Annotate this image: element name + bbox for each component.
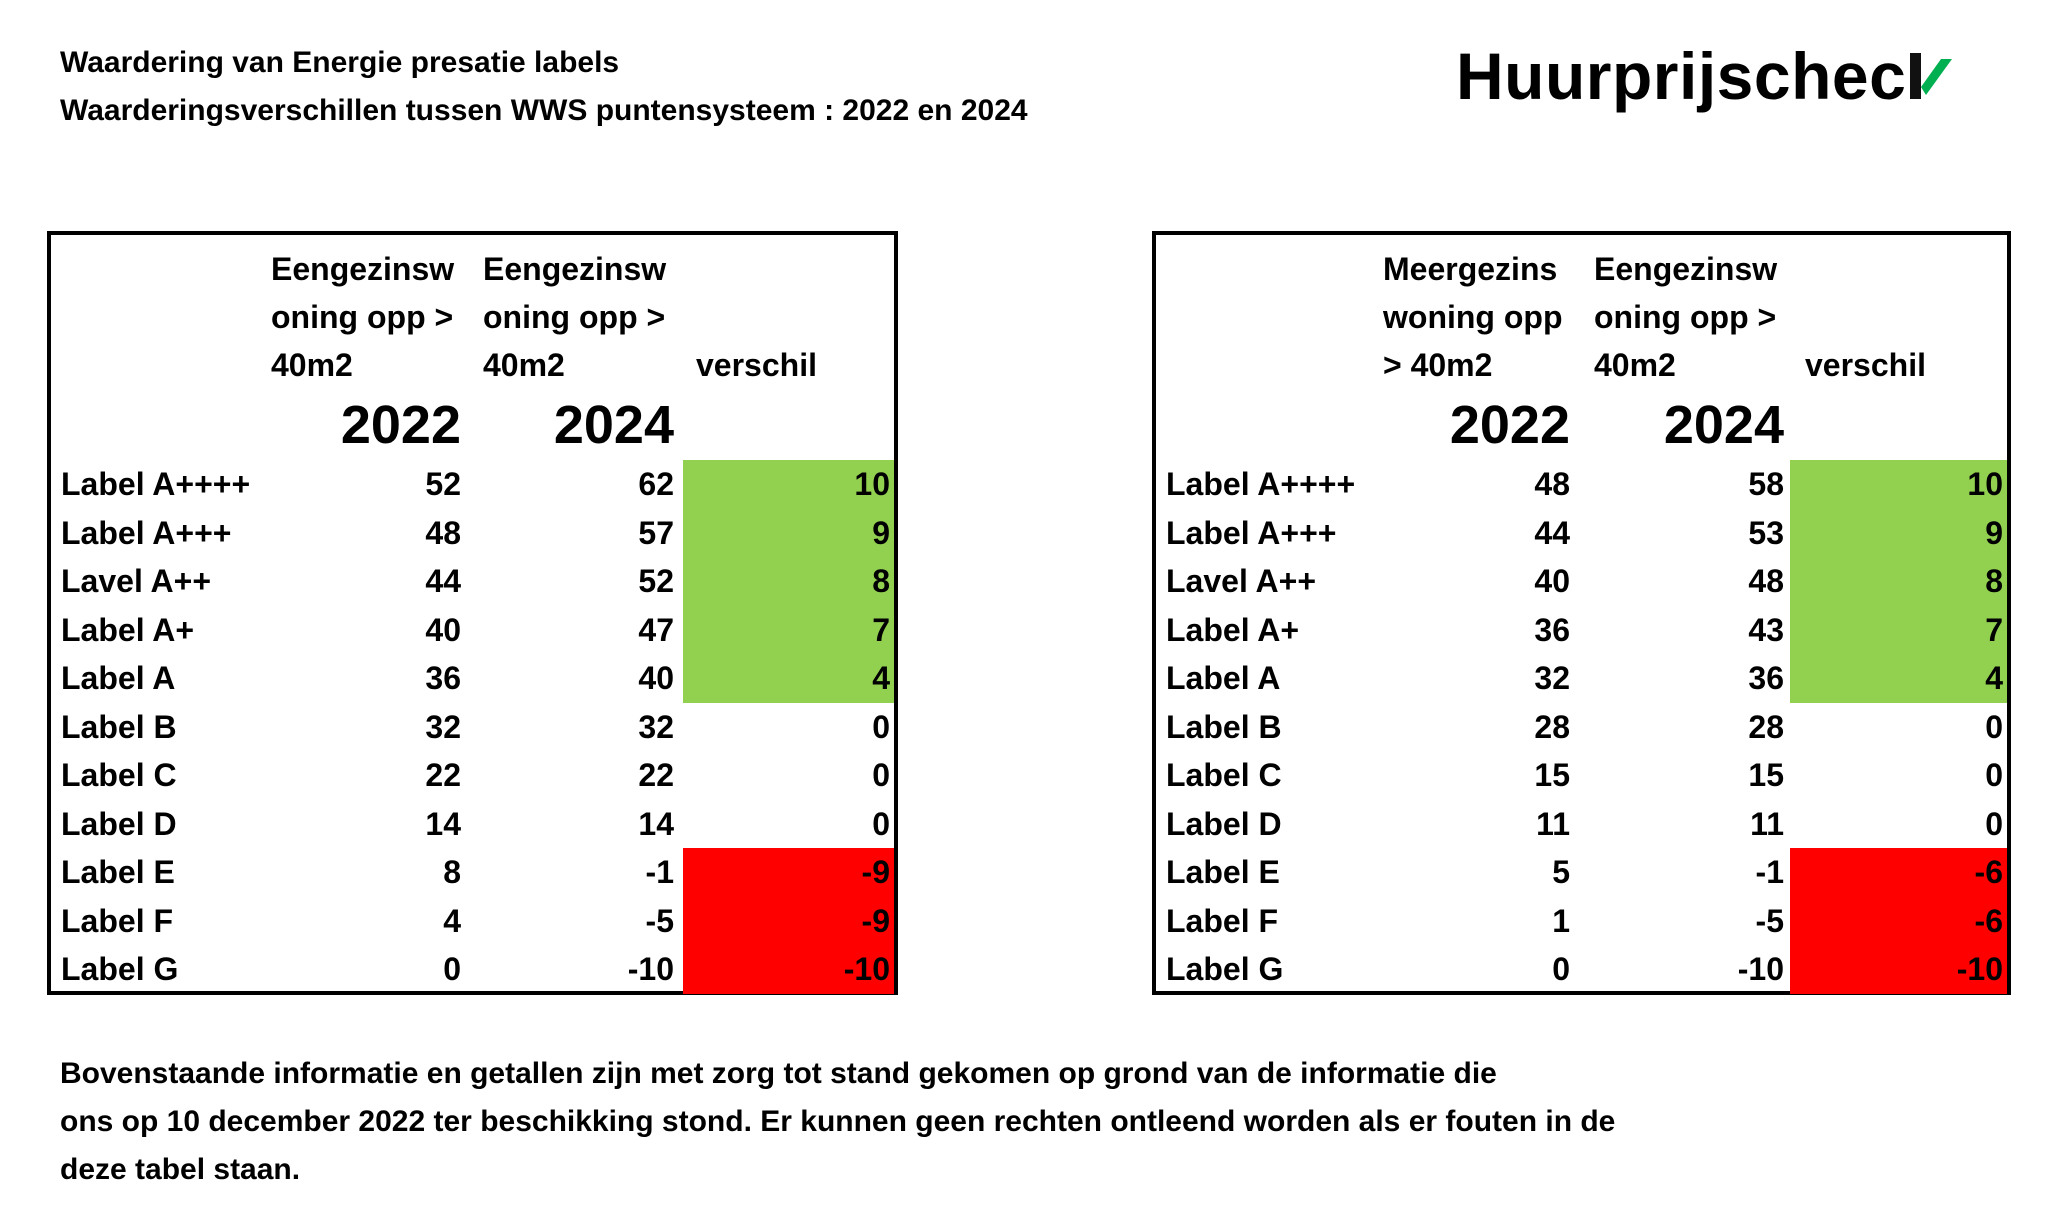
value-2022: 44 — [1534, 514, 1570, 551]
table-row — [1156, 654, 2007, 703]
value-verschil: 8 — [683, 557, 894, 606]
row-label: Lavel A++ — [61, 563, 212, 599]
value-2022: 0 — [1552, 951, 1570, 987]
table-row — [51, 800, 894, 849]
note-line: deze tabel staan. — [60, 1153, 301, 1186]
row-label: Label F — [1166, 902, 1279, 939]
col-header-2024: Eengezinsw oning opp > 40m2 — [483, 251, 667, 383]
row-label: Label E — [61, 854, 175, 890]
value-2022: 0 — [443, 951, 461, 987]
row-label: Label E — [1166, 854, 1280, 890]
row-label: Label A — [61, 660, 176, 696]
table-meergezinswoning — [1152, 231, 2011, 995]
value-2022: 40 — [425, 611, 461, 648]
table-row — [51, 460, 894, 509]
col-header-verschil: verschil — [1805, 347, 1926, 383]
row-label: Label D — [61, 805, 177, 842]
table-eengezinswoning — [47, 231, 898, 995]
value-2024: 47 — [638, 611, 674, 648]
value-verschil: 9 — [683, 509, 894, 558]
row-label: Label D — [1166, 805, 1282, 842]
row-label: Label A+ — [1166, 611, 1300, 648]
value-2024: -5 — [1755, 902, 1784, 939]
value-verschil: 4 — [1790, 654, 2007, 703]
value-2024: 22 — [638, 757, 674, 793]
table-row — [51, 945, 894, 994]
value-2022: 4 — [443, 902, 461, 939]
value-verschil: 0 — [872, 757, 890, 793]
value-2024: 14 — [638, 805, 674, 842]
year-2022: 2022 — [1449, 395, 1570, 455]
row-label: Label F — [61, 902, 174, 939]
value-2024: 11 — [1750, 805, 1784, 842]
value-verschil: -10 — [683, 945, 894, 994]
row-label: Label B — [1166, 708, 1282, 745]
value-2022: 15 — [1534, 757, 1570, 793]
table-row — [51, 557, 894, 606]
check-icon — [1908, 53, 1952, 99]
value-verschil: 0 — [1985, 805, 2003, 842]
value-2022: 32 — [1534, 660, 1570, 696]
value-2024: -5 — [645, 902, 674, 939]
table-row — [1156, 751, 2007, 800]
value-verschil: 0 — [1985, 757, 2003, 793]
table-row — [51, 654, 894, 703]
table-row — [1156, 557, 2007, 606]
col-header-2022: Eengezinsw oning opp > 40m2 — [271, 251, 455, 383]
table-row — [1156, 848, 2007, 897]
value-verschil: -6 — [1790, 897, 2007, 946]
value-2022: 14 — [425, 805, 461, 842]
value-2022: 1 — [1552, 902, 1570, 939]
table-row — [1156, 945, 2007, 994]
value-2022: 5 — [1552, 854, 1570, 890]
table-row — [51, 703, 894, 752]
row-label: Label G — [61, 951, 179, 987]
value-verschil: 7 — [683, 606, 894, 655]
disclaimer-note — [60, 1050, 1960, 1194]
page-title-line1: Waardering van Energie presatie labels — [60, 46, 620, 79]
value-2024: 48 — [1748, 563, 1784, 599]
value-verschil: -6 — [1790, 848, 2007, 897]
row-label: Lavel A++ — [1166, 563, 1317, 599]
value-2022: 52 — [425, 466, 461, 502]
col-header-2022: Meergezins woning opp > 40m2 — [1383, 251, 1563, 383]
value-2024: 52 — [638, 563, 674, 599]
value-2024: 32 — [638, 708, 674, 745]
table-row — [1156, 606, 2007, 655]
row-label: Label C — [61, 757, 177, 793]
value-2022: 11 — [1536, 805, 1570, 842]
value-2024: -10 — [627, 951, 674, 987]
value-2024: -1 — [1755, 854, 1784, 890]
row-label: Label A+ — [61, 611, 195, 648]
note-line: ons op 10 december 2022 ter beschikking stond. Er kunnen geen rechten ontleend worden als er fouten in de — [60, 1105, 1616, 1138]
row-label: Label A++++ — [1166, 466, 1356, 502]
value-2024: 36 — [1748, 660, 1784, 696]
table-row — [51, 897, 894, 946]
value-verschil: 7 — [1790, 606, 2007, 655]
value-verschil: 8 — [1790, 557, 2007, 606]
row-label: Label B — [61, 708, 177, 745]
page-title-line2: Waarderingsverschillen tussen WWS puntensysteem : 2022 en 2024 — [60, 94, 1028, 127]
value-2024: 58 — [1748, 466, 1784, 502]
value-2022: 48 — [1534, 466, 1570, 502]
value-2022: 8 — [443, 854, 461, 890]
year-2024: 2024 — [1663, 395, 1784, 455]
row-label: Label A+++ — [61, 514, 232, 551]
row-label: Label C — [1166, 757, 1282, 793]
value-2024: 40 — [638, 660, 674, 696]
value-2024: 43 — [1748, 611, 1784, 648]
value-verschil: 4 — [683, 654, 894, 703]
value-2022: 28 — [1534, 708, 1570, 745]
value-2022: 48 — [425, 514, 461, 551]
value-2022: 32 — [425, 708, 461, 745]
value-verschil: -9 — [683, 848, 894, 897]
col-header-2024: Eengezinsw oning opp > 40m2 — [1594, 251, 1778, 383]
value-2024: 57 — [638, 514, 674, 551]
value-2022: 22 — [425, 757, 461, 793]
logo-text: Huurprijschec — [1456, 39, 1907, 113]
table-row — [1156, 703, 2007, 752]
col-header-verschil: verschil — [696, 347, 817, 383]
value-verschil: -9 — [683, 897, 894, 946]
value-2024: 28 — [1748, 708, 1784, 745]
table-row — [1156, 509, 2007, 558]
value-verschil: 0 — [872, 805, 890, 842]
value-2024: 53 — [1748, 514, 1784, 551]
value-verschil: 0 — [872, 708, 890, 745]
row-label: Label A++++ — [61, 466, 251, 502]
value-2022: 44 — [425, 563, 461, 599]
huurprijscheck-logo — [1456, 34, 1952, 118]
row-label: Label A+++ — [1166, 514, 1337, 551]
table-row — [1156, 800, 2007, 849]
year-2024: 2024 — [553, 395, 674, 455]
table-row — [51, 751, 894, 800]
value-2024: 15 — [1748, 757, 1784, 793]
value-2024: 62 — [638, 466, 674, 502]
value-2022: 40 — [1534, 563, 1570, 599]
table-row — [51, 509, 894, 558]
table-row — [1156, 460, 2007, 509]
value-verschil: 0 — [1985, 708, 2003, 745]
note-line: Bovenstaande informatie en getallen zijn met zorg tot stand gekomen op grond van de informatie die — [60, 1057, 1497, 1090]
table-row — [51, 606, 894, 655]
value-2024: -1 — [645, 854, 674, 890]
row-label: Label A — [1166, 660, 1281, 696]
value-2022: 36 — [425, 660, 461, 696]
table-row — [1156, 897, 2007, 946]
table-row — [51, 848, 894, 897]
year-2022: 2022 — [340, 395, 461, 455]
value-verschil: -10 — [1790, 945, 2007, 994]
row-label: Label G — [1166, 951, 1284, 987]
value-2024: -10 — [1737, 951, 1784, 987]
value-verschil: 10 — [683, 460, 894, 509]
value-verschil: 9 — [1790, 509, 2007, 558]
value-verschil: 10 — [1790, 460, 2007, 509]
value-2022: 36 — [1534, 611, 1570, 648]
